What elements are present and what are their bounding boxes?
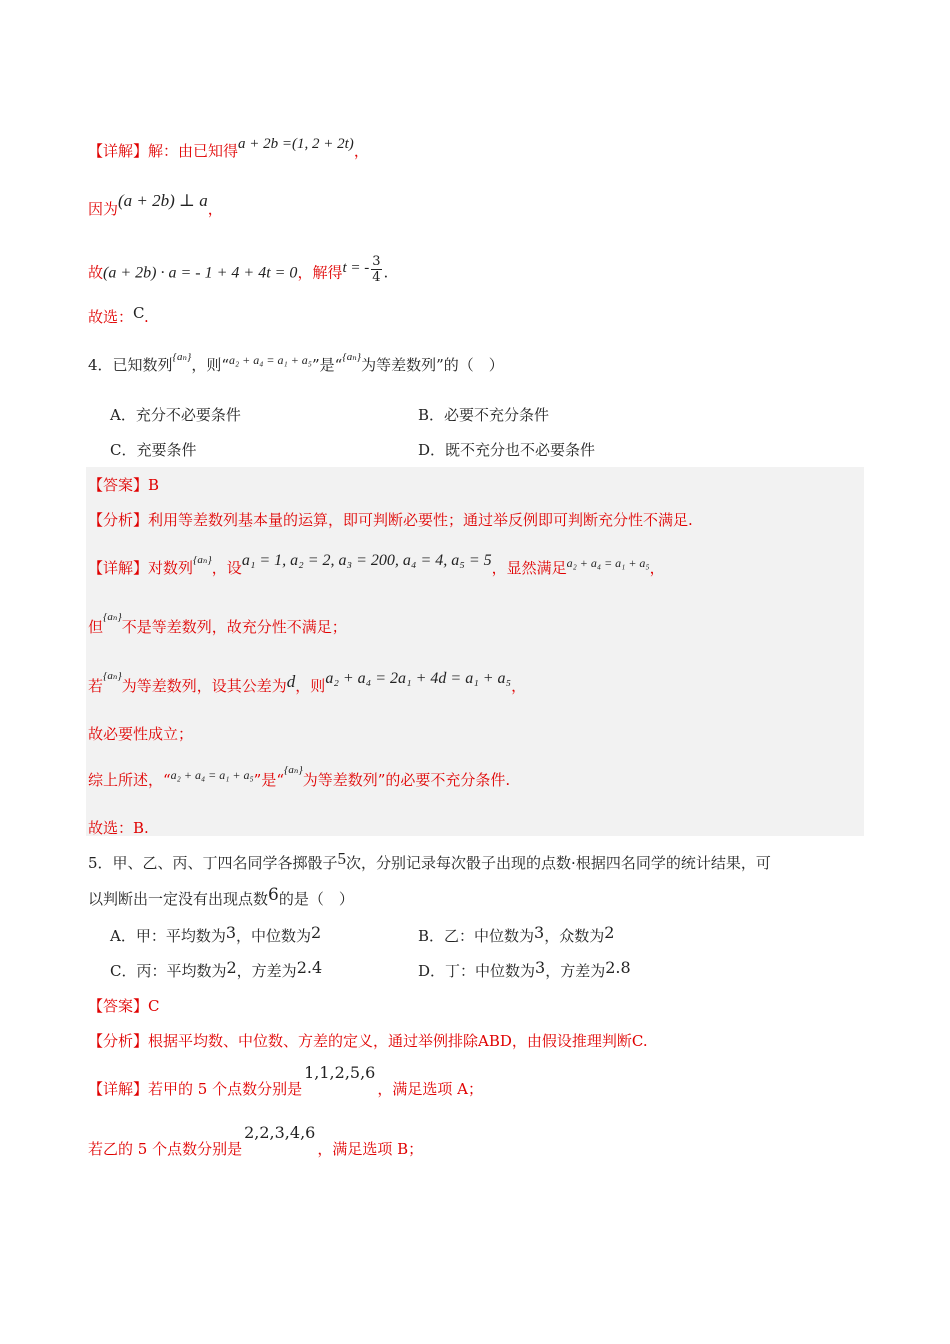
punctuation: ， [511, 677, 527, 695]
detail-text: 若甲的 5 个点数分别是 [148, 1080, 303, 1098]
stem-end: 为等差数列”的（ ） [361, 356, 504, 374]
punctuation: ， [649, 559, 665, 577]
q5-option-d [418, 960, 631, 981]
option-value: 2 [604, 923, 615, 942]
sequence-notation: {aₙ} [172, 351, 192, 363]
detail-text: 解：由已知得 [148, 142, 239, 160]
points-list: 2,2,3,4,6 [244, 1123, 316, 1142]
sequence-notation: {aₙ} [103, 670, 122, 682]
sequence-notation: {aₙ} [193, 554, 212, 566]
detail-text: ，设 [211, 559, 242, 577]
analysis-text: 根据平均数、中位数、方差的定义，通过举例排除ABD，由假设推理判断C. [148, 1032, 648, 1050]
q4-but-line [88, 611, 347, 637]
dot-product-expression: (a + 2b) · a = - 1 + 4 + 4t = 0 [103, 264, 298, 282]
q4-option-b: B．必要不充分条件 [418, 406, 550, 424]
q5-answer-line [88, 995, 160, 1016]
detail-text: 对数列 [148, 559, 194, 577]
q4-option-c: C．充要条件 [110, 441, 197, 459]
choose-text: 故选： [88, 308, 134, 326]
points-list: 1,1,2,5,6 [304, 1063, 376, 1082]
answer-value: B [148, 476, 160, 494]
summary-text: 综上所述，“ [88, 771, 171, 789]
choose-value: C [133, 304, 144, 322]
q4-option-a: A．充分不必要条件 [110, 406, 241, 424]
q4-stem [88, 351, 504, 375]
punctuation: ， [353, 142, 369, 160]
analysis-tag: 【分析】 [88, 511, 149, 529]
option-text: C．丙：平均数为 [110, 962, 227, 980]
option-value: 2 [311, 923, 322, 942]
t-expression: t = - [342, 259, 370, 276]
sequence-notation: {aₙ} [342, 351, 362, 363]
but-text: 但 [88, 618, 104, 636]
sequence-notation: {aₙ} [284, 764, 303, 776]
option-value: 2.4 [296, 958, 323, 977]
q3-detail-line [88, 136, 369, 161]
dice-count: 5 [337, 849, 347, 868]
detail-tag: 【详解】 [88, 142, 149, 160]
if-text: ，则 [295, 677, 326, 695]
detail-text: 若乙的 5 个点数分别是 [88, 1140, 243, 1158]
option-value: 2.8 [605, 958, 631, 977]
stem-text: 的是（ ） [278, 890, 354, 908]
stem-text: 次，分别记录每次骰子出现的点数·根据四名同学的统计结果，可 [346, 854, 771, 872]
detail-tag: 【详解】 [88, 1080, 149, 1098]
if-text: 若 [88, 677, 104, 695]
fraction-numerator: 3 [372, 254, 381, 269]
option-value: 3 [535, 958, 546, 977]
detail-tag: 【详解】 [88, 559, 149, 577]
q5-option-b [418, 925, 614, 946]
fraction-denominator: 4 [372, 270, 381, 285]
detail-text: ，显然满足 [491, 559, 567, 577]
stem-mid: ，则“ [191, 356, 229, 374]
answer-tag: 【答案】 [88, 476, 149, 494]
q3-choose-line [88, 306, 149, 327]
punctuation: ， [207, 200, 223, 218]
q5-option-a [110, 925, 321, 946]
q3-because-line [88, 191, 223, 219]
arithmetic-identity: a₂ + a₄ = 2a₁ + 4d = a₁ + a₅ [325, 670, 512, 687]
option-value: 2 [226, 958, 237, 977]
option-value: 3 [534, 923, 545, 942]
condition-expression: a₂ + a₄ = a₁ + a₅ [228, 353, 312, 367]
q4-necessity-line: 故必要性成立； [88, 725, 194, 743]
q4-if-line [88, 670, 527, 696]
stem-text: 5．甲、乙、丙、丁四名同学各掷骰子 [88, 854, 338, 872]
hence-text: 故 [88, 263, 104, 282]
if-text: 为等差数列，设其公差为 [121, 677, 287, 695]
solve-text: ，解得 [297, 263, 343, 282]
because-text: 因为 [88, 200, 119, 218]
fraction-three-quarters [371, 254, 381, 285]
detail-text: ，满足选项 B； [317, 1140, 424, 1158]
option-text: ，方差为 [545, 962, 606, 980]
stem-mid: ”是“ [311, 356, 343, 374]
sequence-notation: {aₙ} [103, 611, 122, 623]
q4-summary-line [88, 764, 511, 790]
option-text: A．甲：平均数为 [110, 927, 226, 945]
punctuation: . [383, 263, 389, 282]
q5-stem-line2 [88, 885, 354, 909]
q4-option-d: D．既不充分也不必要条件 [418, 441, 596, 459]
point-six: 6 [268, 885, 279, 905]
condition-expression: a₂ + a₄ = a₁ + a₅ [170, 768, 254, 782]
option-text: B．乙：中位数为 [418, 927, 535, 945]
q4-detail-line [88, 552, 665, 578]
math-expression: a + 2b =(1, 2 + 2t) [238, 136, 354, 152]
option-text: ，中位数为 [236, 927, 312, 945]
answer-tag: 【答案】 [88, 997, 149, 1015]
counterexample-values: a₁ = 1, a₂ = 2, a₃ = 200, a₄ = 4, a₅ = 5 [241, 552, 492, 569]
q5-analysis-line [88, 1030, 648, 1051]
stem-text: 以判断出一定没有出现点数 [88, 890, 269, 908]
option-text: D．丁：中位数为 [418, 962, 536, 980]
q5-detail-line [88, 1063, 483, 1099]
q4-analysis-line [88, 509, 693, 530]
q3-hence-line [88, 254, 389, 289]
analysis-text: 利用等差数列基本量的运算，即可判断必要性；通过举反例即可判断充分性不满足. [148, 511, 693, 529]
stem-prefix: 4．已知数列 [88, 356, 173, 374]
condition-expression: a₂ + a₄ = a₁ + a₅ [566, 556, 650, 570]
summary-text: ”是“ [253, 771, 284, 789]
option-text: ，众数为 [544, 927, 605, 945]
perpendicular-expression: (a + 2b) ⊥ a [118, 191, 208, 210]
q4-choose-line: 故选：B. [88, 819, 149, 837]
option-value: 3 [225, 923, 237, 942]
but-text: 不是等差数列，故充分性不满足； [121, 618, 347, 636]
summary-text: 为等差数列”的必要不充分条件. [302, 771, 511, 789]
punctuation: . [143, 308, 149, 326]
analysis-tag: 【分析】 [88, 1032, 149, 1050]
answer-value: C [148, 997, 160, 1015]
common-difference-symbol: d [286, 672, 296, 691]
q5-stem-line1 [88, 849, 771, 873]
detail-text: ，满足选项 A； [377, 1080, 483, 1098]
q5-option-c [110, 960, 322, 981]
q4-answer-line [88, 474, 159, 495]
q5-detail2-line [88, 1123, 424, 1159]
option-text: ，方差为 [236, 962, 297, 980]
